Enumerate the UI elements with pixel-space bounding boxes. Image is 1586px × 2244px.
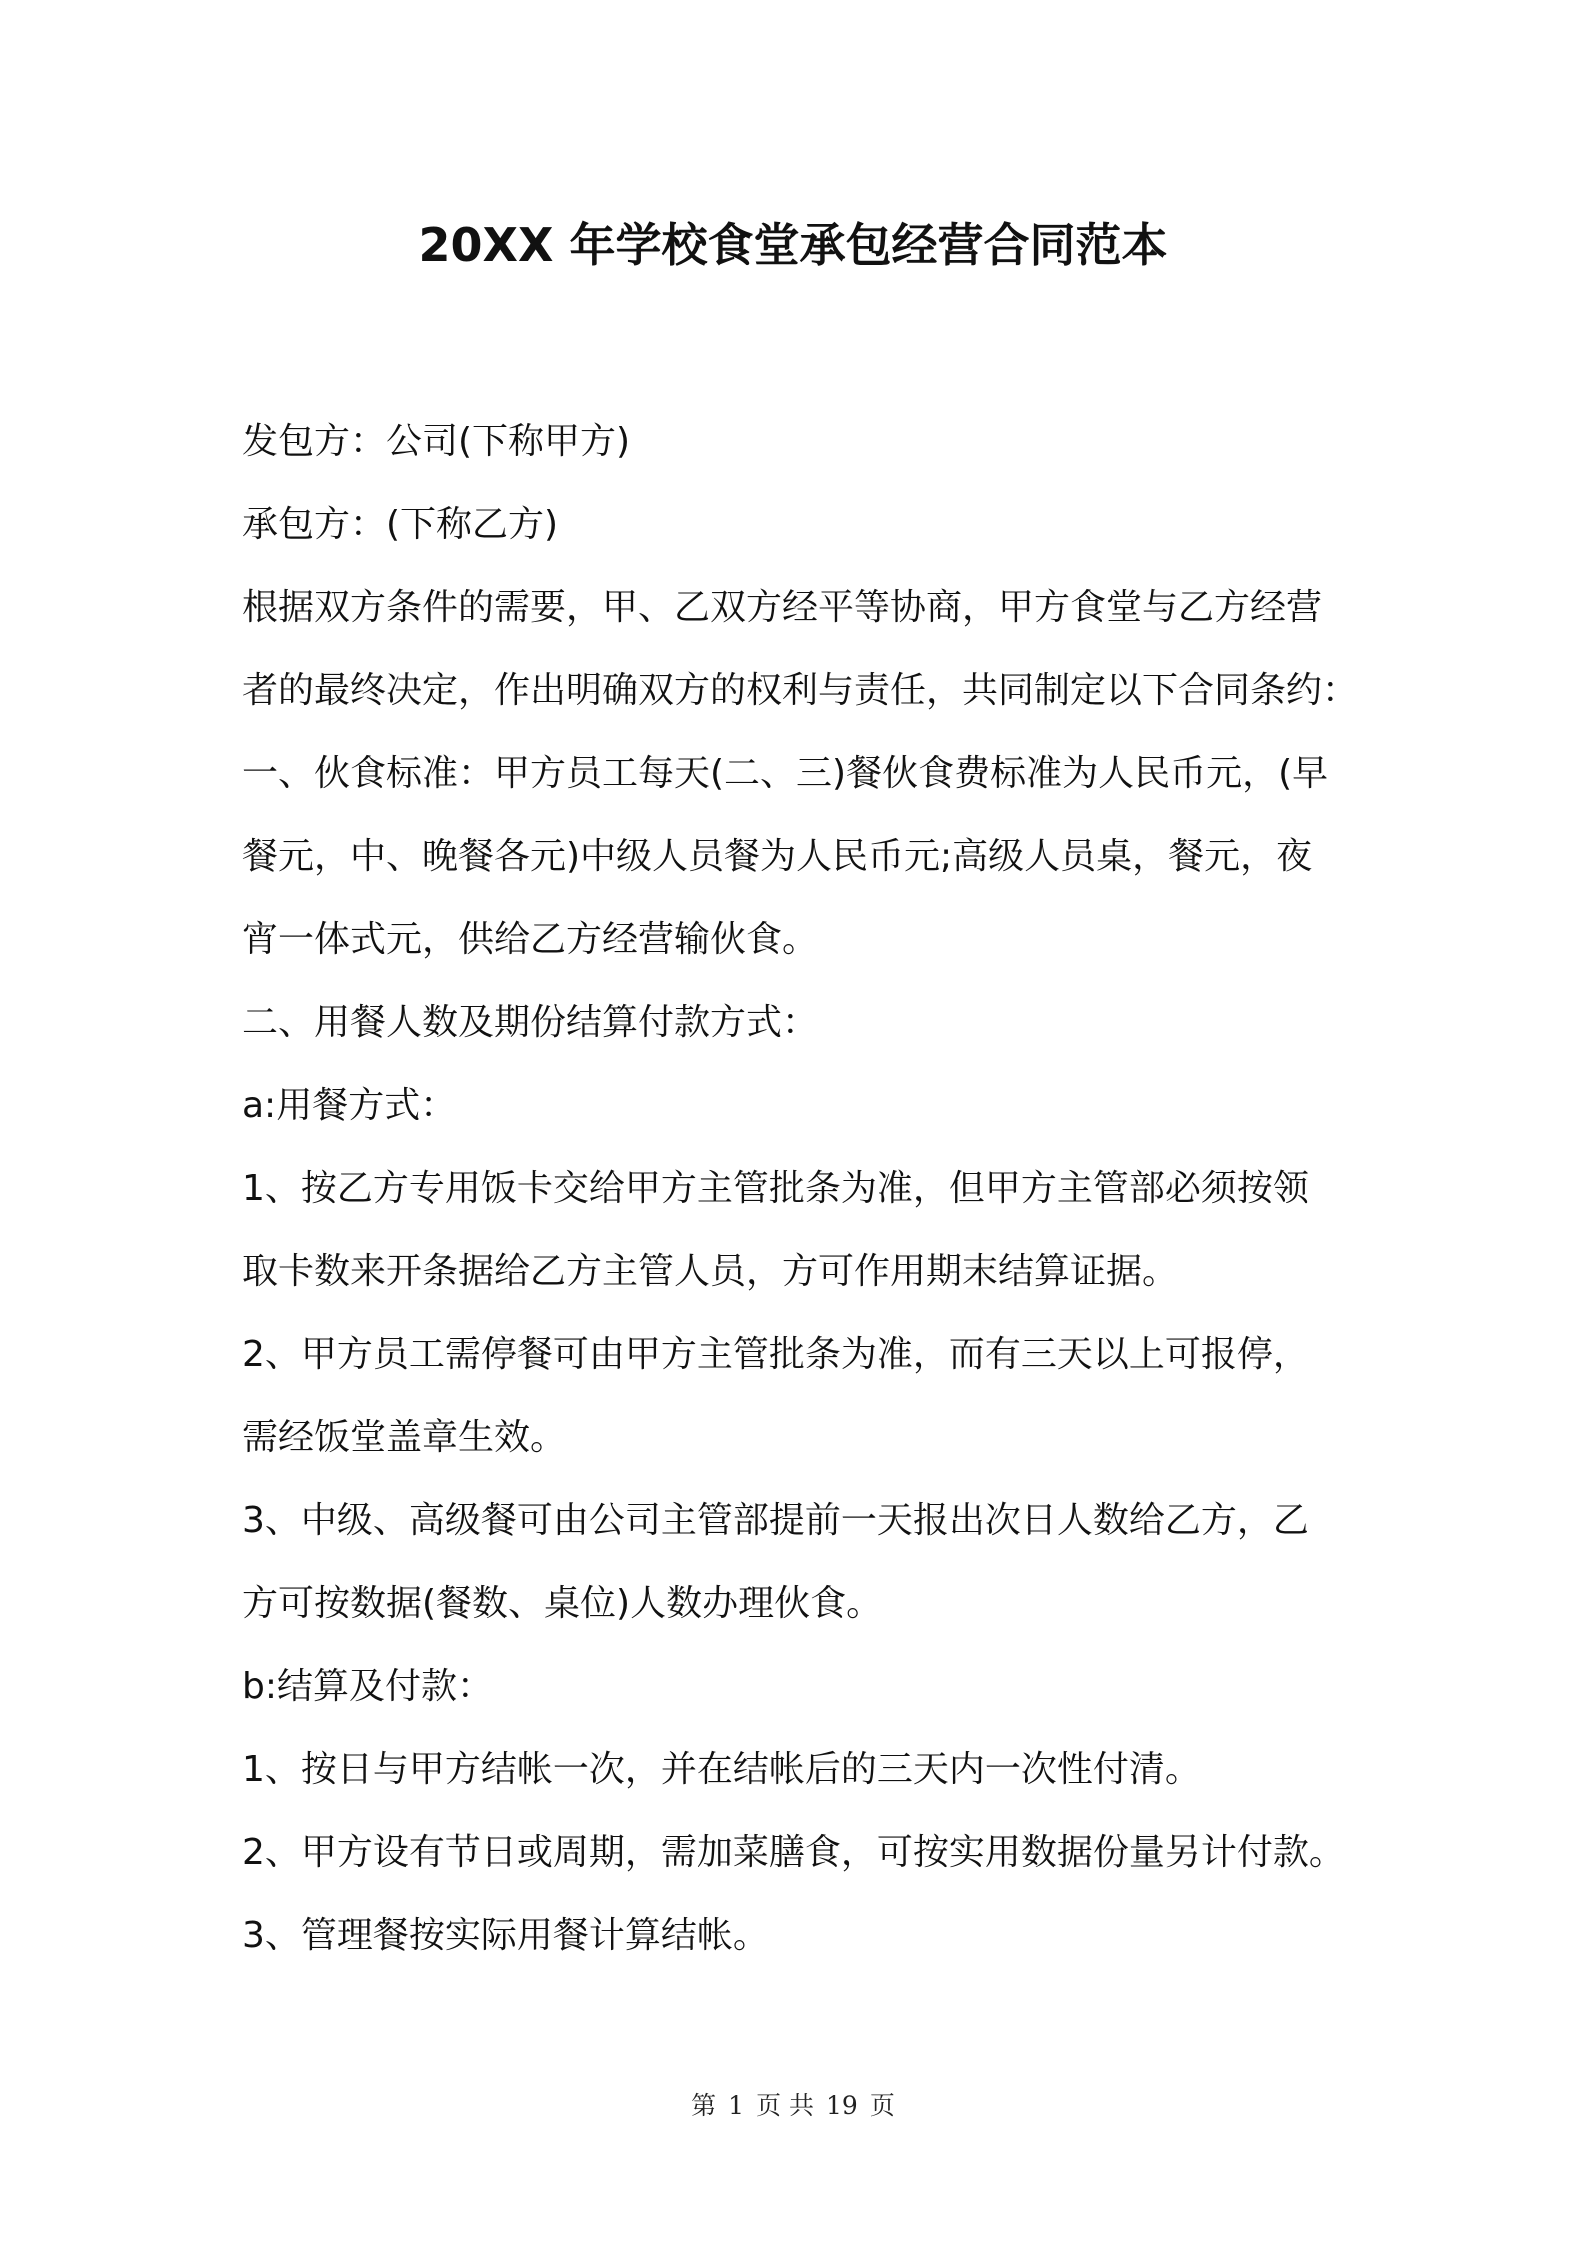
list-item-line: 方可按数据(餐数、桌位)人数办理伙食。: [242, 1583, 883, 1624]
subsection-heading-line: a:用餐方式：: [242, 1085, 457, 1126]
subsection-heading-line: b:结算及付款：: [242, 1666, 493, 1707]
section-heading-line: 一、伙食标准：甲方员工每天(二、三)餐伙食费标准为人民币元，(早: [242, 753, 1329, 794]
document-title: 20XX 年学校食堂承包经营合同范本: [418, 218, 1168, 272]
list-item-line: 需经饭堂盖章生效。: [242, 1417, 567, 1458]
page-label-suffix: 页: [869, 2091, 895, 2120]
page-footer: [0, 2090, 1586, 2122]
list-item-line: 1、按日与甲方结帐一次，并在结帐后的三天内一次性付清。: [242, 1749, 1201, 1790]
page-label-middle: 页 共: [756, 2091, 815, 2120]
paragraph-line: 根据双方条件的需要，甲、乙双方经平等协商，甲方食堂与乙方经营: [242, 587, 1323, 628]
paragraph-line: 者的最终决定，作出明确双方的权利与责任，共同制定以下合同条约：: [242, 670, 1359, 711]
list-item-line: 取卡数来开条据给乙方主管人员，方可作用期末结算证据。: [242, 1251, 1179, 1292]
list-item-line: 2、甲方员工需停餐可由甲方主管批条为准，而有三天以上可报停，: [242, 1334, 1309, 1375]
paragraph-line: 宵一体式元，供给乙方经营输伙食。: [242, 919, 819, 960]
list-item-line: 2、甲方设有节日或周期，需加菜膳食，可按实用数据份量另计付款。: [242, 1832, 1345, 1873]
current-page-number: 1: [728, 2091, 745, 2120]
page-label-prefix: 第: [691, 2091, 717, 2120]
document-body: [242, 400, 1362, 1977]
list-item-line: 3、中级、高级餐可由公司主管部提前一天报出次日人数给乙方，乙: [242, 1500, 1309, 1541]
total-pages-number: 19: [826, 2091, 858, 2120]
list-item-line: 3、管理餐按实际用餐计算结帐。: [242, 1915, 769, 1956]
section-heading-line: 二、用餐人数及期份结算付款方式：: [242, 1002, 819, 1043]
list-item-line: 1、按乙方专用饭卡交给甲方主管批条为准，但甲方主管部必须按领: [242, 1168, 1309, 1209]
party-a-line: 发包方：公司(下称甲方): [242, 421, 631, 462]
party-b-line: 承包方：(下称乙方): [242, 504, 559, 545]
paragraph-line: 餐元，中、晚餐各元)中级人员餐为人民币元;高级人员桌，餐元，夜: [242, 836, 1313, 877]
